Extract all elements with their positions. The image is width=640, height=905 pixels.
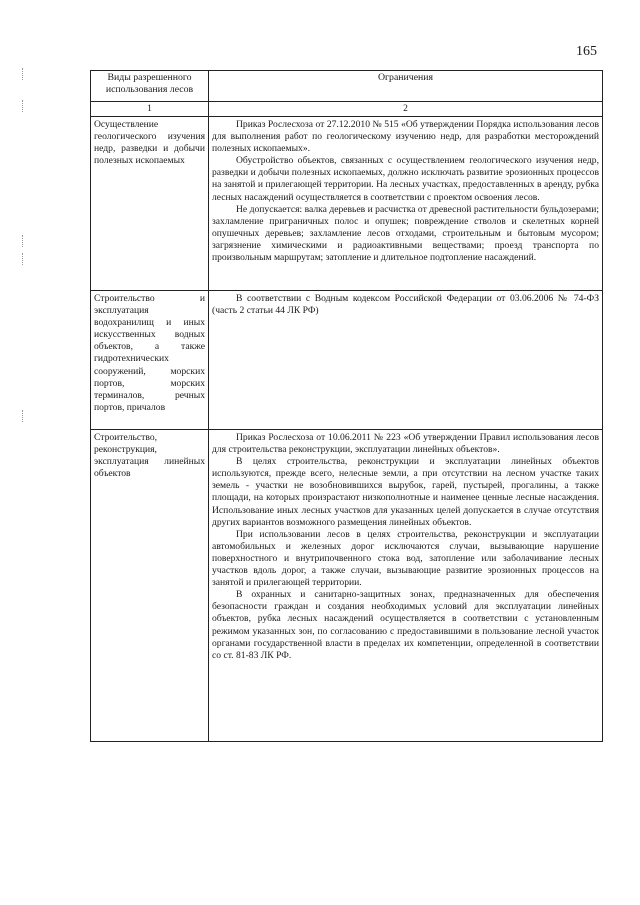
margin-mark [22,235,28,247]
table-row [91,430,603,742]
header-restrictions: Ограничения [209,71,603,102]
header-forest-use-types: Виды разрешенного использования лесов [91,71,209,102]
column-number-2: 2 [209,102,603,117]
restrictions-cell [209,430,603,742]
margin-mark [22,68,28,80]
restriction-paragraph: Приказ Рослесхоза от 27.12.2010 № 515 «Об утверждении Порядка использования лесов для выполнения работ по геологическому изучению недр, для разработки месторождений полезных ископаемых». [212,119,599,155]
margin-mark [22,410,28,422]
column-number-1: 1 [91,102,209,117]
restriction-paragraph: Приказ Рослесхоза от 10.06.2011 № 223 «Об утверждении Правил использования лесов для строительства реконструкции, эксплуатации линейных объектов». [212,432,599,456]
table-row [91,291,603,430]
forest-use-type: Строительство и эксплуатация водохранилищ и иных искусственных водных объектов, а также гидротехнических сооружений, морских портов, морских терминалов, речных портов, причалов [91,291,209,430]
margin-mark [22,100,28,112]
forest-use-restrictions-table [90,70,603,742]
restriction-paragraph: В охранных и санитарно-защитных зонах, предназначенных для обеспечения безопасности граждан и создания необходимых условий для эксплуатации линейных объектов, рубка лесных насаждений осуществляется в соответствии с установленным режимом указанных зон, по согласованию с предоставившими в пользование лесной участок органами государственной власти в пределах их компетенции, определенной в соответствии со ст. 81-83 ЛК РФ. [212,589,599,661]
restriction-paragraph: В целях строительства, реконструкции и эксплуатации линейных объектов используются, прежде всего, нелесные земли, а при отсутствии на лесном участке таких земель - участки не возобновившихся вырубок, гарей, пустырей, прогалины, а также площади, на которых произрастают низкополнотные и наименее ценные лесные насаждения. Использование иных лесных участков для указанных целей допускается в случае отсутствия других вариантов возможного размещения линейных объектов. [212,456,599,528]
restriction-paragraph: В соответствии с Водным кодексом Российской Федерации от 03.06.2006 № 74-ФЗ (часть 2 статьи 44 ЛК РФ) [212,293,599,317]
restrictions-cell [209,117,603,291]
margin-mark [22,253,28,265]
forest-use-type: Строительство, реконструкция, эксплуатация линейных объектов [91,430,209,742]
page-number: 165 [576,44,597,59]
restriction-paragraph: Обустройство объектов, связанных с осуществлением геологического изучения недр, разведки и добычи полезных ископаемых, должно исключать развитие эрозионных процессов на занятой и прилегающей территории. На лесных участках, предоставленных в аренду, рубка лесных насаждений осуществляется в соответствии с проектом освоения лесов. [212,155,599,203]
table-row [91,117,603,291]
restrictions-cell [209,291,603,430]
forest-use-type: Осуществление геологического изучения недр, разведки и добычи полезных ископаемых [91,117,209,291]
restriction-paragraph: Не допускается: валка деревьев и расчистка от древесной растительности бульдозерами; захламление приграничных полос и опушек; повреждение стволов и скелетных корней опушечных деревьев; захламление лесов отходами, строительным и бытовым мусором; загрязнение химическими и радиоактивными веществами; проезд транспорта по произвольным маршрутам; затопление и длительное подтопление насаждений. [212,203,599,264]
restriction-paragraph: При использовании лесов в целях строительства, реконструкции и эксплуатации автомобильных и железных дорог исключаются случаи, вызывающие нарушение поверхностного и внутрипочвенного стока вод, затопление или заболачивание лесных участков вдоль дорог, а также случаи, вызывающие развитие эрозионных процессов на занятой и прилегающей территории. [212,528,599,589]
